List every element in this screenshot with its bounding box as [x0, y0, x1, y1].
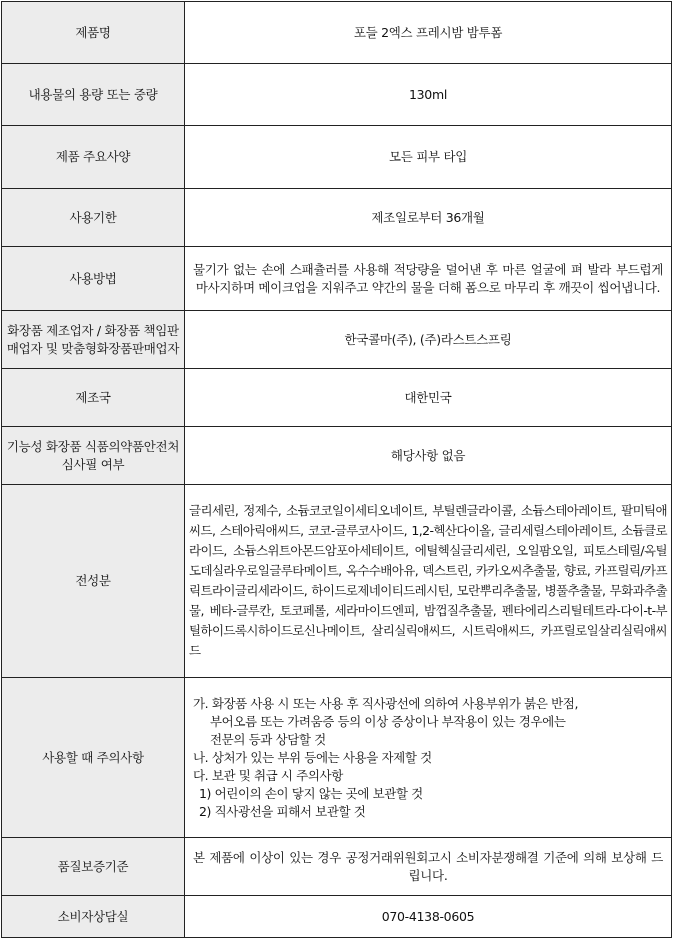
- row-quality: [2, 838, 672, 896]
- caution-line-2: 부어오름 또는 가려움증 등의 이상 증상이나 부작용이 있는 경우에는: [210, 713, 566, 729]
- caution-line-6: 1) 어린이의 손이 닿지 않는 곳에 보관할 것: [199, 785, 423, 801]
- value-expiry: 제조일로부터 36개월: [185, 189, 672, 247]
- row-volume: [2, 64, 672, 126]
- value-customer-service: 070-4138-0605: [185, 896, 672, 938]
- label-volume: 내용물의 용량 또는 중량: [2, 64, 185, 126]
- caution-line-5: 다. 보관 및 취급 시 주의사항: [193, 767, 343, 783]
- row-cautions: [2, 678, 672, 838]
- caution-line-4: 나. 상처가 있는 부위 등에는 사용을 자제할 것: [193, 749, 432, 765]
- label-quality: 품질보증기준: [2, 838, 185, 896]
- label-country: 제조국: [2, 369, 185, 427]
- row-functional-review: [2, 427, 672, 485]
- label-expiry: 사용기한: [2, 189, 185, 247]
- value-main-spec: 모든 피부 타입: [185, 126, 672, 189]
- row-product-name: [2, 2, 672, 64]
- value-ingredients: [185, 485, 672, 678]
- label-functional-review: 기능성 화장품 식품의약품안전처 심사필 여부: [2, 427, 185, 485]
- ingredients-text: 글리세린, 정제수, 소듐코코일이세티오네이트, 부틸렌글라이콜, 소듐스테아레이트, 팔미틱애씨드, 스테아릭애씨드, 코코-글루코사이드, 1,2-헥산다이올, 글리세릴스테아레이트, 소듐클로라이드, 소듐스위트아몬드암포아세테이트, 에틸헥실글리세린, 오일팜오일, 피토스테릴/옥틸도데실라우로일글루타메이트, 옥수수배아유, 덱스트린, 카카오씨추출물, 향료, 카프릴릭/카프릭트라이글리세라이드, 하이드로제네이티드레시틴, 모란뿌리추출물, 병풀추출물, 무화과추출물, 베타-글루칸, 토코페롤, 세라마이드엔피, 밤껍질추출물, 펜타에리스리틸테트라-다이-t-부틸하이드록시하이드로신나메이트, 살리실릭애씨드, 시트릭애씨드, 카프릴로일살리실릭애씨드: [189, 503, 667, 658]
- row-main-spec: [2, 126, 672, 189]
- label-customer-service: 소비자상담실: [2, 896, 185, 938]
- row-country: [2, 369, 672, 427]
- cautions-list: [189, 687, 667, 829]
- row-customer-service: [2, 896, 672, 938]
- label-cautions: 사용할 때 주의사항: [2, 678, 185, 838]
- row-ingredients: [2, 485, 672, 678]
- value-usage: 물기가 없는 손에 스패츌러를 사용해 적당량을 덜어낸 후 마른 얼굴에 펴 발라 부드럽게 마사지하며 메이크업을 지워주고 약간의 물을 더해 폼으로 마무리 후 깨끗이 씹어냅니다.: [185, 247, 672, 311]
- row-manufacturer: [2, 311, 672, 369]
- value-functional-review: 해당사항 없음: [185, 427, 672, 485]
- value-quality: 본 제품에 이상이 있는 경우 공정거래위원회고시 소비자분쟁해결 기준에 의해 보상해 드립니다.: [185, 838, 672, 896]
- row-usage: [2, 247, 672, 311]
- label-main-spec: 제품 주요사양: [2, 126, 185, 189]
- caution-line-7: 2) 직사광선을 피해서 보관할 것: [199, 803, 366, 819]
- row-expiry: [2, 189, 672, 247]
- value-country: 대한민국: [185, 369, 672, 427]
- caution-line-1: 가. 화장품 사용 시 또는 사용 후 직사광선에 의하여 사용부위가 붉은 반점,: [193, 695, 579, 711]
- value-product-name: 포들 2엑스 프레시밤 밤투폼: [185, 2, 672, 64]
- value-manufacturer: 한국콜마(주), (주)라스트스프링: [185, 311, 672, 369]
- label-ingredients: 전성분: [2, 485, 185, 678]
- value-cautions: [185, 678, 672, 838]
- product-info-table: [1, 1, 672, 938]
- value-volume: 130ml: [185, 64, 672, 126]
- label-manufacturer: 화장품 제조업자 / 화장품 책임판매업자 및 맞춤형화장품판매업자: [2, 311, 185, 369]
- label-product-name: 제품명: [2, 2, 185, 64]
- label-usage: 사용방법: [2, 247, 185, 311]
- caution-line-3: 전문의 등과 상담할 것: [210, 731, 326, 747]
